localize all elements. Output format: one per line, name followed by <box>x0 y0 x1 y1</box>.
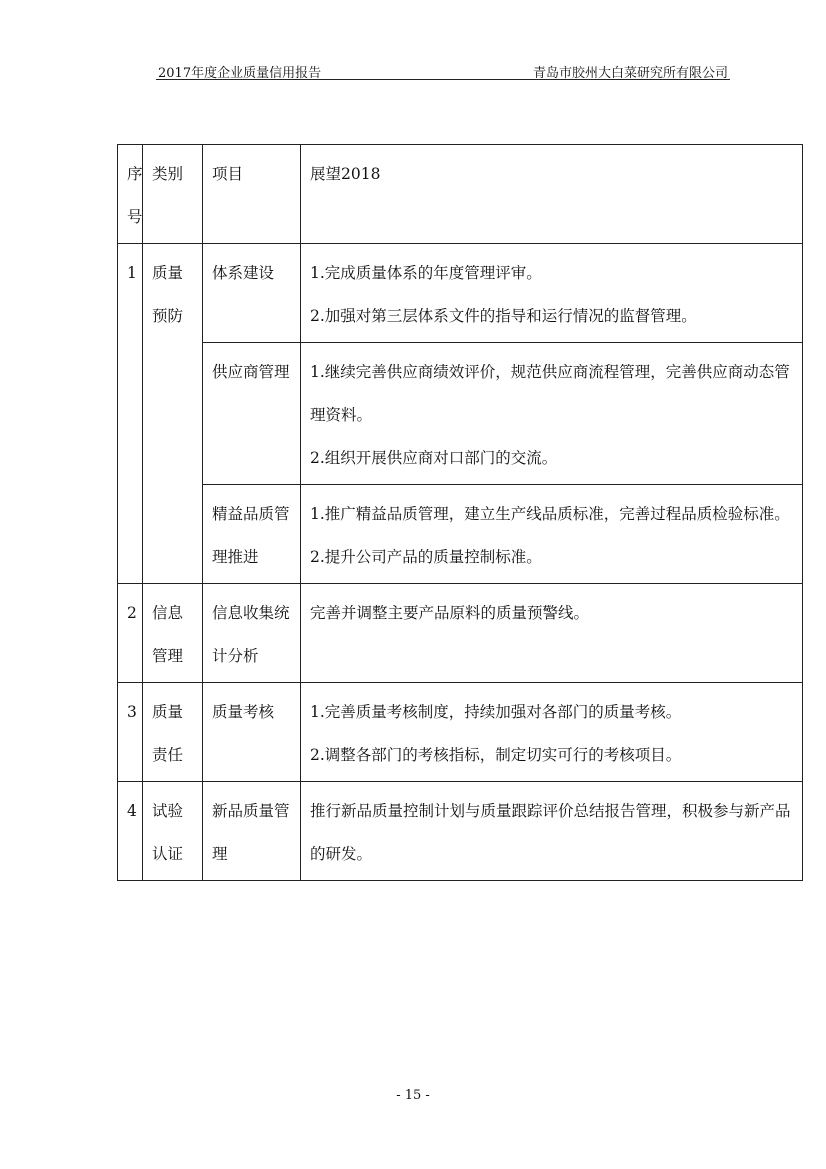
row-outlook <box>301 782 803 881</box>
row-project: 供应商管理 <box>203 343 301 485</box>
outlook-point: 1.推广精益品质管理，建立生产线品质标准，完善过程品质检验标准。 <box>310 505 790 523</box>
page-number: - 15 - <box>396 1088 430 1103</box>
table-row <box>118 485 803 584</box>
row-project: 质量考核 <box>203 683 301 782</box>
row-outlook <box>301 683 803 782</box>
outlook-point: 2.加强对第三层体系文件的指导和运行情况的监督管理。 <box>310 307 697 325</box>
table-row <box>118 683 803 782</box>
outlook-point: 完善并调整主要产品原料的质量预警线。 <box>310 604 590 622</box>
table-row <box>118 244 803 343</box>
outlook-point: 1.继续完善供应商绩效评价，规范供应商流程管理，完善供应商动态管理资料。 <box>310 363 790 424</box>
row-number: 1 <box>118 244 143 584</box>
table-row <box>118 782 803 881</box>
row-outlook <box>301 343 803 485</box>
row-category: 质量责任 <box>143 683 203 782</box>
header-cell-project: 项目 <box>203 145 301 244</box>
row-project: 体系建设 <box>203 244 301 343</box>
row-number: 2 <box>118 584 143 683</box>
row-project: 新品质量管理 <box>203 782 301 881</box>
header-company-name: 青岛市胶州大白菜研究所有限公司 <box>532 66 728 81</box>
header-divider <box>156 79 730 80</box>
header-cell-outlook: 展望2018 <box>301 145 803 244</box>
outlook-point: 2.调整各部门的考核指标，制定切实可行的考核项目。 <box>310 746 682 764</box>
outlook-point: 2.提升公司产品的质量控制标准。 <box>310 548 542 566</box>
outlook-point: 推行新品质量控制计划与质量跟踪评价总结报告管理，积极参与新产品的研发。 <box>310 802 791 863</box>
outlook-point: 2.组织开展供应商对口部门的交流。 <box>310 449 558 467</box>
row-category: 质量预防 <box>143 244 203 584</box>
row-outlook <box>301 244 803 343</box>
row-project: 精益品质管理推进 <box>203 485 301 584</box>
header-cell-no: 序号 <box>118 145 143 244</box>
header-report-title: 2017年度企业质量信用报告 <box>158 66 322 81</box>
row-number: 3 <box>118 683 143 782</box>
row-outlook <box>301 485 803 584</box>
table-row <box>118 343 803 485</box>
row-category: 试验认证 <box>143 782 203 881</box>
table-row <box>118 584 803 683</box>
row-category: 信息管理 <box>143 584 203 683</box>
outlook-point: 1.完成质量体系的年度管理评审。 <box>310 264 542 282</box>
header-cell-category: 类别 <box>143 145 203 244</box>
row-outlook <box>301 584 803 683</box>
table-header-row <box>118 145 803 244</box>
outlook-point: 1.完善质量考核制度，持续加强对各部门的质量考核。 <box>310 703 682 721</box>
row-project: 信息收集统计分析 <box>203 584 301 683</box>
quality-outlook-table <box>117 144 803 881</box>
row-number: 4 <box>118 782 143 881</box>
